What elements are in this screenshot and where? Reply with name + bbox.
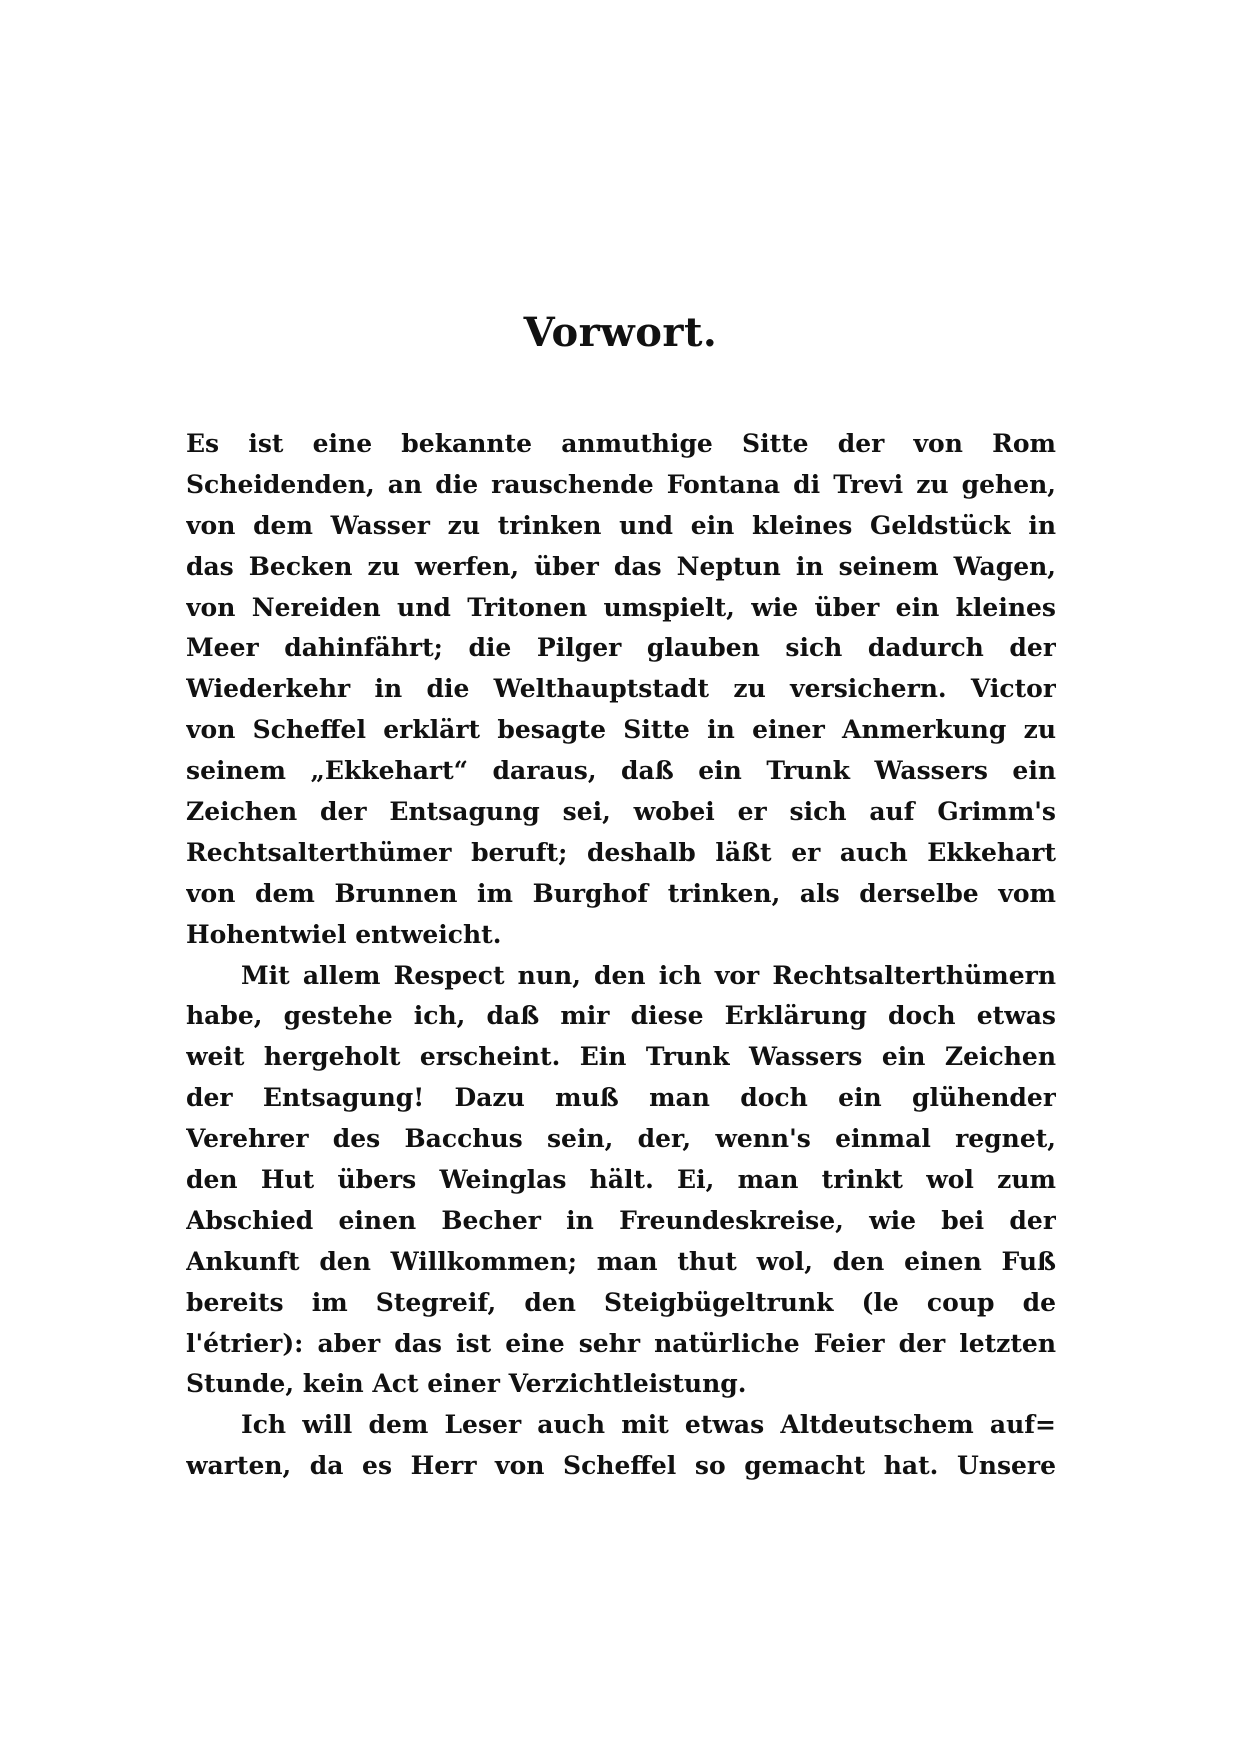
text-line: das Becken zu werfen, über das Neptun in seinem Wagen,: [186, 551, 1056, 581]
text-line: den Hut übers Weinglas hält. Ei, man trinkt wol zum: [186, 1165, 1056, 1195]
text-line: seinem „Ekkehart“ daraus, daß ein Trunk Wassers ein: [186, 756, 1056, 786]
text-line: Abschied einen Becher in Freundeskreise, wie bei der: [186, 1205, 1056, 1235]
text-line: Ankunft den Willkommen; man thut wol, den einen Fuß: [186, 1246, 1056, 1276]
text-line: Hohentwiel entweicht.: [186, 919, 502, 949]
text-line: l'étrier): aber das ist eine sehr natürliche Feier der letzten: [186, 1328, 1056, 1358]
text-line: Verehrer des Bacchus sein, der, wenn's einmal regnet,: [186, 1124, 1056, 1154]
text-line: warten, da es Herr von Scheffel so gemacht hat. Unsere: [186, 1451, 1056, 1481]
text-line: bereits im Stegreif, den Steigbügeltrunk (le coup de: [186, 1287, 1056, 1317]
text-line: Stunde, kein Act einer Verzichtleistung.: [186, 1369, 747, 1399]
text-line: Wiederkehr in die Welthauptstadt zu versichern. Victor: [186, 674, 1056, 704]
text-line: von Nereiden und Tritonen umspielt, wie über ein kleines: [186, 592, 1056, 622]
text-line: von dem Brunnen im Burghof trinken, als derselbe vom: [186, 878, 1056, 908]
text-line: Meer dahinfährt; die Pilger glauben sich dadurch der: [186, 633, 1056, 663]
text-line: habe, gestehe ich, daß mir diese Erklärung doch etwas: [186, 1001, 1056, 1031]
text-line: weit hergeholt erscheint. Ein Trunk Wassers ein Zeichen: [186, 1042, 1056, 1072]
page-title: Vorwort.: [523, 309, 718, 356]
text-line: von Scheffel erklärt besagte Sitte in einer Anmerkung zu: [186, 715, 1056, 745]
text-line: der Entsagung! Dazu muß man doch ein glühender: [186, 1083, 1056, 1113]
body-text: [186, 424, 1056, 1487]
text-line: Scheidenden, an die rauschende Fontana di Trevi zu gehen,: [186, 469, 1056, 499]
text-line: Zeichen der Entsagung sei, wobei er sich auf Grimm's: [186, 797, 1056, 827]
text-line: Mit allem Respect nun, den ich vor Rechtsalterthümern: [241, 960, 1056, 990]
text-line: Es ist eine bekannte anmuthige Sitte der von Rom: [186, 429, 1056, 458]
text-line: Rechtsalterthümer beruft; deshalb läßt er auch Ekkehart: [186, 837, 1056, 867]
text-line: Ich will dem Leser auch mit etwas Altdeutschem auf=: [241, 1410, 1056, 1440]
text-line: von dem Wasser zu trinken und ein kleines Geldstück in: [186, 510, 1056, 540]
